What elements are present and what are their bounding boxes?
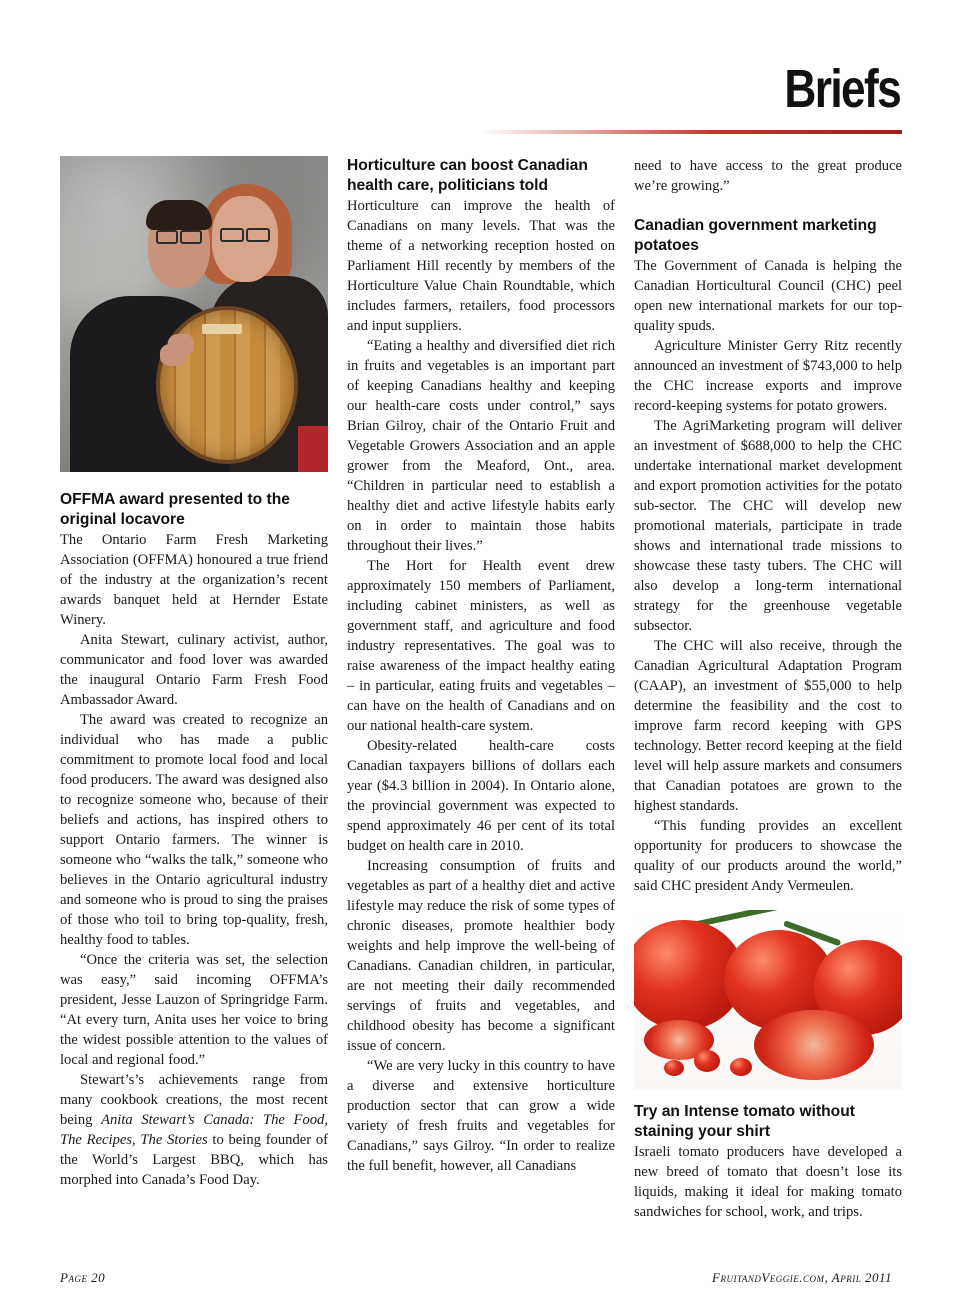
man-glasses-left	[156, 230, 178, 244]
paragraph: “We are very lucky in this country to have a diverse and extensive horticulture production sector that can grow a wide variety of fresh fruits and vegetables for Canadians,” says Gilroy. “In order to realize the full benefit, however, all Canadians	[347, 1058, 615, 1174]
paragraph: The award was created to recognize an individual who has made a public commitment to promote local food and local food producers. The award was designed also to recognize someone who, because of their beliefs and actions, has inspired others to support Ontario farmers. The winner is someone who “walks the talk,” someone who believes in the Ontario agricultural industry and someone who is proud to sing the praises of those who toil to bring top-quality, fresh, healthy food to tables.	[60, 712, 328, 948]
column-2	[347, 156, 615, 1176]
continuation-text: need to have access to the great produce we’re growing.”	[634, 158, 902, 194]
man-hair	[146, 200, 212, 230]
paragraph: “Once the criteria was set, the selection was easy,” said incoming OFFMA’s president, Jesse Lauzon of Springridge Farm. “At every turn, Anita uses her voice to bring the widest possible attention to the values of local and regional food.”	[60, 952, 328, 1068]
paragraph: “This funding provides an excellent opportunity for producers to showcase the quality of our products around the world,” said CHC president Andy Vermeulen.	[634, 818, 902, 894]
publication-footer: FruitandVeggie.com, April 2011	[712, 1270, 892, 1285]
red-item	[298, 426, 328, 472]
paragraph: “Eating a healthy and diversified diet rich in fruits and vegetables is an important part of keeping Canadians healthy and keeping our health-care costs under control,” says Brian Gilroy, chair of the Ontario Fruit and Vegetable Growers Association and an apple grower from the Meaford, Ont., area. “Children in particular need to establish a healthy diet and active lifestyle habits early on in order to maintain those habits throughout their lives.”	[347, 338, 615, 554]
paragraph: Israeli tomato producers have developed a new breed of tomato that doesn’t lose its liquids, making it ideal for making tomato sandwiches for school, work, and trips.	[634, 1144, 902, 1220]
paragraph: The Government of Canada is helping the Canadian Horticultural Council (CHC) peel open new international markets for our top-quality spuds.	[634, 258, 902, 334]
page-number: Page 20	[60, 1270, 106, 1285]
spacer	[634, 196, 902, 216]
paragraph: The Ontario Farm Fresh Marketing Association (OFFMA) honoured a true friend of the industry at the organization’s recent awards banquet held at Hernder Estate Winery.	[60, 532, 328, 628]
tomato-photo	[634, 910, 902, 1090]
tomato-half	[754, 1010, 874, 1080]
column-1	[60, 156, 328, 1190]
award-plate	[202, 324, 242, 334]
woman-glasses-left	[220, 228, 244, 242]
tomato-piece	[664, 1060, 684, 1076]
book-title: Anita Stewart’s Canada: The Food, The Recipes, The Stories	[60, 1112, 328, 1148]
headline-tomato: Try an Intense tomato without staining your shirt	[634, 1103, 855, 1140]
woman-glasses-right	[246, 228, 270, 242]
paragraph: Anita Stewart, culinary activist, author, communicator and food lover was awarded the inaugural Ontario Farm Fresh Food Ambassador Award.	[60, 632, 328, 708]
tomato-piece	[730, 1058, 752, 1076]
paragraph	[60, 1070, 328, 1190]
headline-horticulture: Horticulture can boost Canadian health care, politicians told	[347, 157, 588, 194]
man-glasses-right	[180, 230, 202, 244]
paragraph: Agriculture Minister Gerry Ritz recently announced an investment of $743,000 to help the CHC increase exports and improve record-keeping systems for potato growers.	[634, 338, 902, 414]
paragraph: The AgriMarketing program will deliver an investment of $688,000 to help the CHC undertake international market development and export promotion activities for the potato sub-sector. The CHC will develop new promotional materials, participate in trade shows and international trade missions to showcase these tasty tubers. The CHC will also develop a long-term international strategy for the greenhouse vegetable subsector.	[634, 418, 902, 634]
paragraph: Obesity-related health-care costs Canadian taxpayers billions of dollars each year ($4.3 billion in 2004). In Ontario alone, the provincial government was expected to spend approximately 46 per cent of its total budget on health care in 2010.	[347, 738, 615, 854]
text-run: Stewart’s’s achievements range from many cookbook creations, the most recent being	[60, 1072, 328, 1128]
paragraph: The CHC will also receive, through the Canadian Agricultural Adaptation Program (CAAP), an investment of $55,000 to help determine the feasibility and the cost to improve farm record keeping with GPS technology. Better record keeping at the field level will help assure markets and consumers that Canadian potatoes are grown to the highest standards.	[634, 638, 902, 814]
headline-offma: OFFMA award presented to the original locavore	[60, 491, 290, 528]
headline-potatoes: Canadian government marketing potatoes	[634, 217, 877, 254]
section-title: Briefs	[784, 59, 900, 119]
hand	[160, 344, 186, 366]
text-run: to being founder of the World’s Largest BBQ, which has morphed into Canada’s Food Day.	[60, 1132, 328, 1188]
tomato-piece	[694, 1050, 720, 1072]
title-rule	[480, 130, 902, 134]
paragraph: Horticulture can improve the health of Canadians on many levels. That was the theme of a networking reception hosted on Parliament Hill recently by members of the Horticulture Value Chain Roundtable, which includes farmers, retailers, food processors and input suppliers.	[347, 198, 615, 334]
paragraph: Increasing consumption of fruits and vegetables as part of a healthy diet and active lifestyle may reduce the risk of some types of chronic diseases, promote healthier body weights and help improve the well-being of Canadians. Canadian children, in particular, are not meeting their daily recommended servings of fruits and vegetables, and childhood obesity has become a significant issue of concern.	[347, 858, 615, 1054]
paragraph: The Hort for Health event drew approximately 150 members of Parliament, including cabinet ministers, as well as government staff, and agriculture and food industry representatives. The goal was to raise awareness of the impact healthy eating – in particular, eating fruits and vegetables – can have on the health of Canadians and on our national health-care system.	[347, 558, 615, 734]
award-photo	[60, 156, 328, 472]
column-3	[634, 156, 902, 1222]
